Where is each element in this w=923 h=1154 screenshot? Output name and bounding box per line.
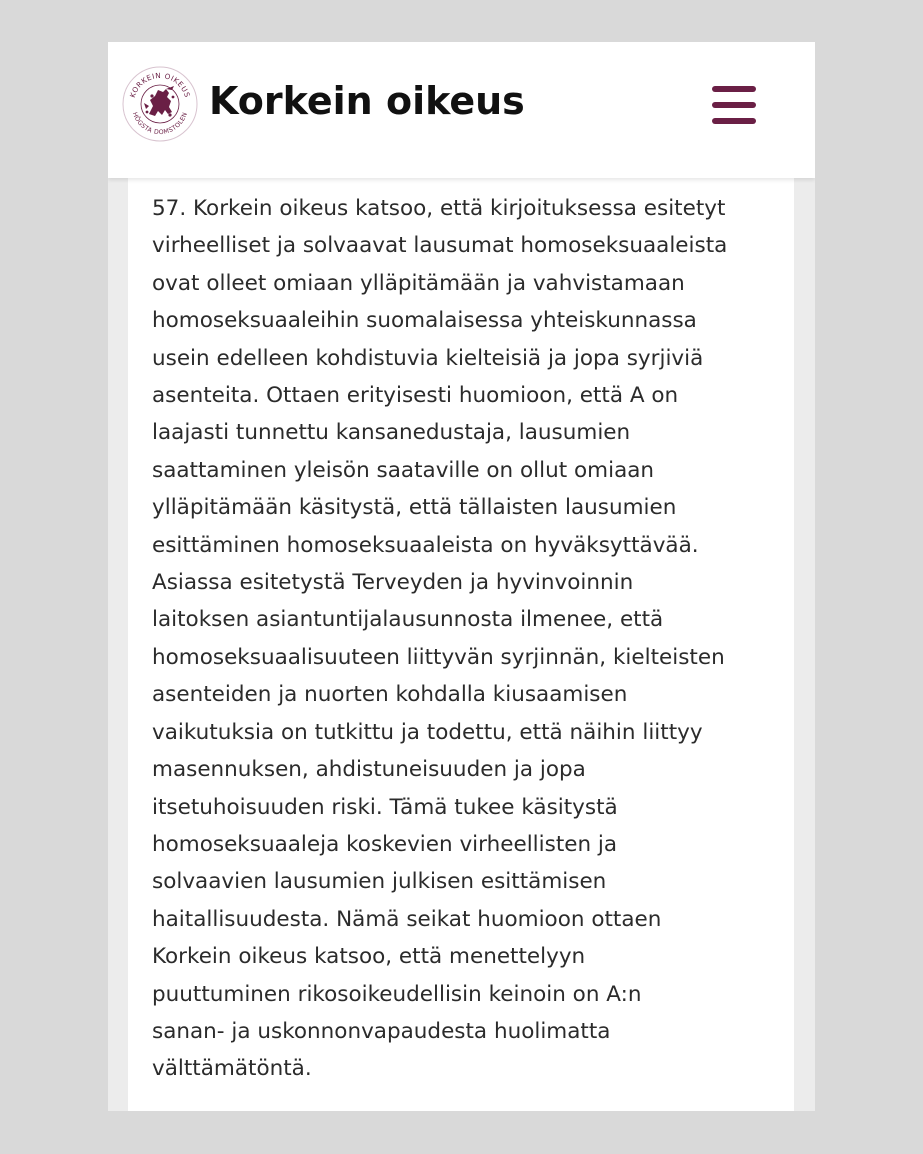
text-line: ovat olleet omiaan ylläpitämään ja vahvistamaan [152,270,685,296]
logo-ring-text-bottom: HÖGSTA DOMSTOLEN [130,111,190,137]
site-title[interactable]: Korkein oikeus [209,79,525,123]
text-line: haitallisuudesta. Nämä seikat huomioon ottaen [152,906,662,932]
text-line: homoseksuaaleja koskevien virheellisten ja [152,831,618,857]
text-line: usein edelleen kohdistuvia kielteisiä ja jopa syrjiviä [152,345,704,371]
app-frame [108,42,815,1111]
text-line: virheelliset ja solvaavat lausumat homoseksuaaleista [152,233,728,259]
court-seal-icon[interactable] [122,66,198,142]
logo-ring-text-top: KORKEIN OIKEUS [127,70,193,99]
text-line: esittäminen homoseksuaaleista on hyväksyttävää. [152,532,699,558]
text-line: homoseksuaalisuuteen liittyvän syrjinnän, kielteisten [152,644,725,670]
text-line: saattaminen yleisön saataville on ollut omiaan [152,457,655,483]
article-content [128,178,794,1111]
text-line: vaikutuksia on tutkittu ja todettu, että näihin liittyy [152,719,703,745]
text-line: homoseksuaaleihin suomalaisessa yhteiskunnassa [152,308,697,334]
text-line: 57. Korkein oikeus katsoo, että kirjoituksessa esitetyt [152,196,726,221]
paragraph-57 [152,190,788,1088]
text-line: välttämätöntä. [152,1056,312,1082]
text-line: itsetuhoisuuden riski. Tämä tukee käsitystä [152,794,618,820]
site-header [108,42,815,178]
text-line: masennuksen, ahdistuneisuuden ja jopa [152,757,586,783]
text-line: sanan- ja uskonnonvapaudesta huolimatta [152,1018,611,1044]
text-line: laitoksen asiantuntijalausunnosta ilmenee, että [152,607,664,633]
text-line: asenteita. Ottaen erityisesti huomioon, että A on [152,383,679,409]
text-line: Asiassa esitetystä Terveyden ja hyvinvoinnin [152,570,634,596]
hamburger-menu-button[interactable] [704,80,762,130]
text-line: asenteiden ja nuorten kohdalla kiusaamisen [152,682,628,708]
text-line: laajasti tunnettu kansanedustaja, lausumien [152,420,631,446]
text-line: Korkein oikeus katsoo, että menettelyyn [152,944,586,970]
text-line: puuttuminen rikosoikeudellisin keinoin on A:n [152,981,642,1007]
text-line: ylläpitämään käsitystä, että tällaisten lausumien [152,495,677,521]
text-line: solvaavien lausumien julkisen esittämisen [152,869,607,895]
